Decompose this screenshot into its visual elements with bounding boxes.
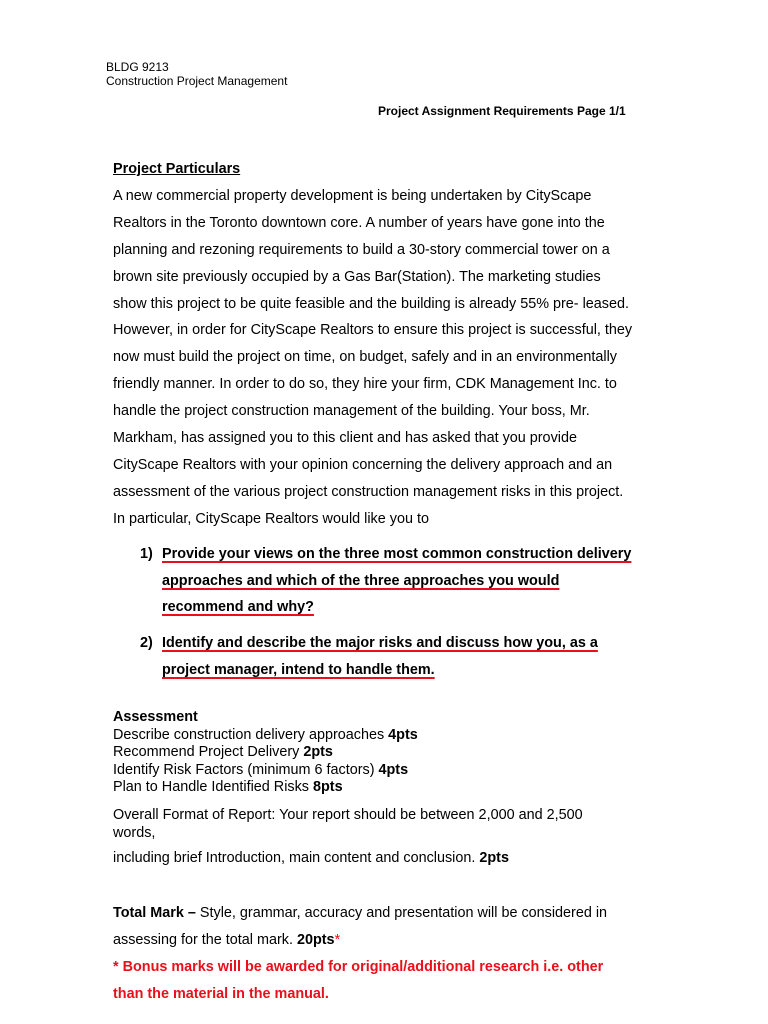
format-line (113, 850, 509, 867)
total-mark-points: 20pts (296, 932, 335, 948)
assessment-item (113, 779, 343, 796)
paragraph-line: However, in order for CityScape Realtors to ensure this project is successful, they (113, 322, 633, 338)
task-line: Identify and describe the major risks and discuss how you, as a (162, 635, 598, 651)
assessment-item-points: 8pts (312, 779, 343, 795)
format-points: 2pts (479, 850, 509, 866)
task-line: approaches and which of the three approaches you would (162, 573, 560, 589)
paragraph-line: show this project to be quite feasible and the building is already 55% pre- leased. (113, 296, 629, 312)
format-line: Overall Format of Report: Your report should be between 2,000 and 2,500 (113, 807, 583, 823)
task-line: recommend and why? (162, 599, 314, 615)
bonus-note: than the material in the manual. (113, 986, 329, 1002)
paragraph-line: planning and rezoning requirements to build a 30-story commercial tower on a (113, 242, 610, 258)
paragraph-line: CityScape Realtors with your opinion concerning the delivery approach and an (113, 457, 613, 473)
total-mark-line (113, 932, 340, 949)
paragraph-line: now must build the project on time, on budget, safely and in an environmentally (113, 349, 617, 365)
assessment-item-points: 4pts (378, 762, 409, 778)
paragraph-line: handle the project construction management of the building. Your boss, Mr. (113, 403, 590, 419)
total-mark-text: Style, grammar, accuracy and presentation will be considered in (195, 905, 608, 921)
course-code: BLDG 9213 (106, 60, 169, 74)
assessment-item (113, 744, 333, 761)
format-line: words, (113, 825, 156, 841)
format-text: including brief Introduction, main content and conclusion. (113, 850, 480, 866)
total-mark-text: assessing for the total mark. (113, 932, 297, 948)
assessment-item (113, 762, 408, 779)
course-name: Construction Project Management (106, 74, 288, 88)
page-title: Project Assignment Requirements Page 1/1 (378, 104, 626, 118)
assessment-item (113, 727, 418, 744)
paragraph-line: friendly manner. In order to do so, they hire your firm, CDK Management Inc. to (113, 376, 617, 392)
paragraph-line: In particular, CityScape Realtors would like you to (113, 511, 429, 527)
paragraph-line: A new commercial property development is being undertaken by CityScape (113, 188, 592, 204)
total-mark-line (113, 905, 607, 922)
assessment-item-text: Plan to Handle Identified Risks (113, 779, 313, 795)
paragraph-line: Realtors in the Toronto downtown core. A number of years have gone into the (113, 215, 605, 231)
bonus-note: * Bonus marks will be awarded for original/additional research i.e. other (113, 959, 604, 975)
assessment-item-points: 2pts (303, 744, 333, 760)
task-number: 1) (140, 546, 153, 562)
assessment-item-text: Recommend Project Delivery (113, 744, 304, 760)
total-mark-asterisk: * (334, 932, 341, 948)
task-line: Provide your views on the three most common construction delivery (162, 546, 632, 562)
task-number: 2) (140, 635, 153, 651)
paragraph-line: brown site previously occupied by a Gas Bar(Station). The marketing studies (113, 269, 601, 285)
section-heading-particulars: Project Particulars (113, 161, 241, 177)
paragraph-line: assessment of the various project construction management risks in this project. (113, 484, 624, 500)
total-mark-label: Total Mark – (113, 905, 196, 921)
assessment-item-text: Describe construction delivery approaches (113, 727, 389, 743)
assessment-item-text: Identify Risk Factors (minimum 6 factors) (113, 762, 379, 778)
paragraph-line: Markham, has assigned you to this client and has asked that you provide (113, 430, 577, 446)
assessment-heading: Assessment (113, 709, 198, 725)
assessment-item-points: 4pts (388, 727, 418, 743)
task-line: project manager, intend to handle them. (162, 662, 435, 678)
